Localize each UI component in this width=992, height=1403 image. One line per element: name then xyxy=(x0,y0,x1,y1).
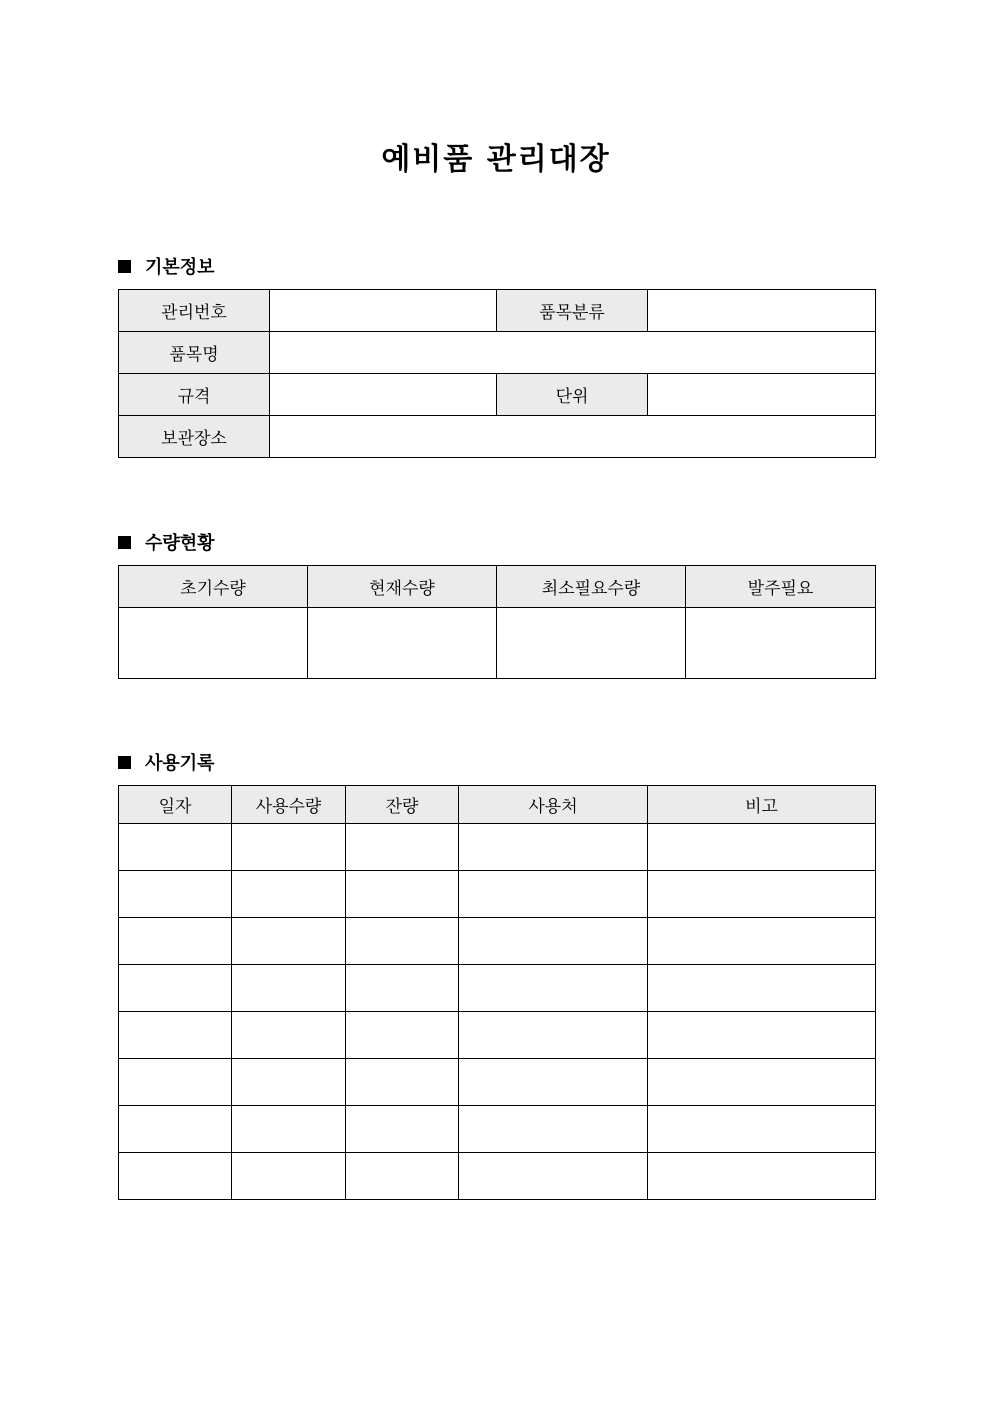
spec-label: 규격 xyxy=(119,374,270,416)
date-field[interactable] xyxy=(119,918,232,965)
date-field[interactable] xyxy=(119,1012,232,1059)
used-qty-field[interactable] xyxy=(232,871,346,918)
remaining-field[interactable] xyxy=(346,1059,459,1106)
remarks-field[interactable] xyxy=(648,918,876,965)
used-place-field[interactable] xyxy=(459,918,648,965)
column-header: 잔량 xyxy=(346,786,459,824)
date-field[interactable] xyxy=(119,1153,232,1200)
square-bullet-icon xyxy=(118,536,131,549)
quantity-header-row xyxy=(119,566,876,608)
column-header: 초기수량 xyxy=(119,566,308,608)
used-qty-field[interactable] xyxy=(232,965,346,1012)
unit-field[interactable] xyxy=(648,374,876,416)
section-quantity-heading xyxy=(118,529,215,555)
remaining-field[interactable] xyxy=(346,824,459,871)
section-basic-info-heading xyxy=(118,253,215,279)
used-qty-field[interactable] xyxy=(232,1106,346,1153)
order-required-field[interactable] xyxy=(686,608,876,679)
remarks-field[interactable] xyxy=(648,1059,876,1106)
table-row xyxy=(119,1012,876,1059)
remaining-field[interactable] xyxy=(346,1012,459,1059)
quantity-status-table xyxy=(118,565,876,679)
item-name-label: 품목명 xyxy=(119,332,270,374)
used-place-field[interactable] xyxy=(459,1059,648,1106)
table-row xyxy=(119,824,876,871)
section-quantity-label: 수량현황 xyxy=(145,533,215,554)
basic-info-table xyxy=(118,289,876,458)
used-place-field[interactable] xyxy=(459,871,648,918)
table-row xyxy=(119,965,876,1012)
used-place-field[interactable] xyxy=(459,1012,648,1059)
used-qty-field[interactable] xyxy=(232,918,346,965)
table-row xyxy=(119,1106,876,1153)
mgmt-no-label: 관리번호 xyxy=(119,290,270,332)
remaining-field[interactable] xyxy=(346,965,459,1012)
unit-label: 단위 xyxy=(497,374,648,416)
used-qty-field[interactable] xyxy=(232,824,346,871)
remarks-field[interactable] xyxy=(648,871,876,918)
column-header: 비고 xyxy=(648,786,876,824)
section-basic-info-label: 기본정보 xyxy=(145,257,215,278)
initial-qty-field[interactable] xyxy=(119,608,308,679)
remaining-field[interactable] xyxy=(346,871,459,918)
remaining-field[interactable] xyxy=(346,1106,459,1153)
location-label: 보관장소 xyxy=(119,416,270,458)
table-row xyxy=(119,1153,876,1200)
remarks-field[interactable] xyxy=(648,1106,876,1153)
used-place-field[interactable] xyxy=(459,1153,648,1200)
remarks-field[interactable] xyxy=(648,1012,876,1059)
table-row xyxy=(119,871,876,918)
table-row xyxy=(119,1059,876,1106)
category-label: 품목분류 xyxy=(497,290,648,332)
used-place-field[interactable] xyxy=(459,824,648,871)
remarks-field[interactable] xyxy=(648,824,876,871)
remaining-field[interactable] xyxy=(346,1153,459,1200)
location-field[interactable] xyxy=(270,416,876,458)
usage-record-table xyxy=(118,785,876,1200)
remarks-field[interactable] xyxy=(648,1153,876,1200)
square-bullet-icon xyxy=(118,756,131,769)
category-field[interactable] xyxy=(648,290,876,332)
column-header: 현재수량 xyxy=(308,566,497,608)
basic-info-row xyxy=(119,374,876,416)
column-header: 일자 xyxy=(119,786,232,824)
date-field[interactable] xyxy=(119,1059,232,1106)
table-row xyxy=(119,918,876,965)
basic-info-row xyxy=(119,416,876,458)
date-field[interactable] xyxy=(119,1106,232,1153)
column-header: 사용수량 xyxy=(232,786,346,824)
remarks-field[interactable] xyxy=(648,965,876,1012)
mgmt-no-field[interactable] xyxy=(270,290,497,332)
used-place-field[interactable] xyxy=(459,1106,648,1153)
used-qty-field[interactable] xyxy=(232,1153,346,1200)
square-bullet-icon xyxy=(118,260,131,273)
item-name-field[interactable] xyxy=(270,332,876,374)
remaining-field[interactable] xyxy=(346,918,459,965)
column-header: 발주필요 xyxy=(686,566,876,608)
used-place-field[interactable] xyxy=(459,965,648,1012)
spec-field[interactable] xyxy=(270,374,497,416)
date-field[interactable] xyxy=(119,824,232,871)
usage-header-row xyxy=(119,786,876,824)
document-title: 예비품 관리대장 xyxy=(381,142,611,177)
basic-info-row xyxy=(119,290,876,332)
current-qty-field[interactable] xyxy=(308,608,497,679)
basic-info-row xyxy=(119,332,876,374)
date-field[interactable] xyxy=(119,871,232,918)
used-qty-field[interactable] xyxy=(232,1012,346,1059)
column-header: 최소필요수량 xyxy=(497,566,686,608)
used-qty-field[interactable] xyxy=(232,1059,346,1106)
date-field[interactable] xyxy=(119,965,232,1012)
section-usage-label: 사용기록 xyxy=(145,753,215,774)
quantity-value-row xyxy=(119,608,876,679)
min-required-qty-field[interactable] xyxy=(497,608,686,679)
column-header: 사용처 xyxy=(459,786,648,824)
section-usage-heading xyxy=(118,749,215,775)
